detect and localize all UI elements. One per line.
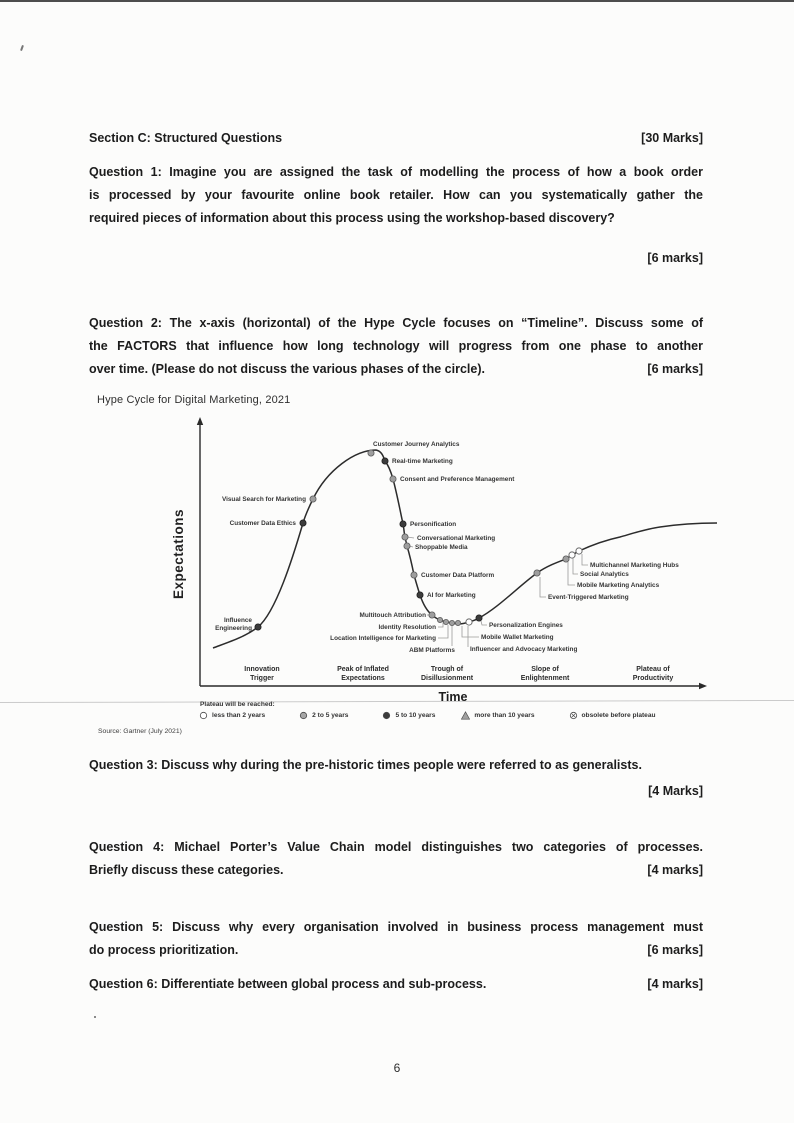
hype-cycle-plot: [85, 412, 733, 704]
page-number: 6: [393, 1061, 401, 1075]
label-leader-line: [481, 621, 487, 625]
chart-point: [382, 458, 388, 464]
chart-point-label: Personification: [410, 521, 457, 528]
chart-point: [310, 496, 316, 502]
question-3-marks: [4 Marks]: [648, 784, 703, 798]
legend-icon-circle-gray: [299, 711, 308, 720]
legend-icon-circle-x: [569, 711, 578, 720]
legend-title: Plateau will be reached:: [200, 701, 275, 708]
chart-point-label: Visual Search for Marketing: [221, 496, 306, 503]
chart-point-label: Influencer and Advocacy Marketing: [470, 646, 578, 653]
chart-point-label: Real-time Marketing: [392, 458, 453, 465]
legend-item: [299, 711, 348, 720]
legend-icon-circle-dark: [382, 711, 391, 720]
legend-label: more than 10 years: [474, 712, 535, 719]
scan-artifact-top-edge: [0, 0, 794, 2]
legend-item: [382, 711, 435, 720]
question-2-block: [89, 312, 703, 382]
chart-point-label: Multichannel Marketing Hubs: [590, 562, 679, 569]
chart-point-label: Shoppable Media: [415, 544, 468, 551]
question-2-line: [6 marks] over time. (Please do not discuss the various phases of the circle).: [89, 358, 703, 381]
x-axis-label: Time: [438, 690, 468, 704]
y-axis-arrow: [197, 417, 203, 425]
chart-point-label: Customer Journey Analytics: [373, 441, 460, 448]
label-leader-line: [582, 554, 588, 565]
question-6-block: [89, 973, 703, 996]
chart-point: [390, 476, 396, 482]
scan-artifact-dot: [94, 1016, 96, 1018]
chart-point-label: Social Analytics: [580, 571, 629, 578]
chart-point: [455, 620, 460, 625]
label-leader-line: [540, 577, 546, 597]
question-3-block: [89, 754, 703, 777]
chart-point: [255, 624, 261, 630]
chart-point: [411, 572, 417, 578]
chart-point: [576, 548, 582, 554]
question-1-marks: [6 marks]: [647, 251, 703, 265]
question-4-marks: [4 marks]: [647, 863, 703, 878]
chart-point-label: Personalization Engines: [489, 622, 563, 629]
chart-point-label: Mobile Marketing Analytics: [577, 582, 660, 589]
question-6-marks: [4 marks]: [647, 977, 703, 991]
phase-label: Trough of Disillusionment: [420, 666, 474, 682]
question-4-block: [89, 836, 703, 882]
legend-icon-circle-open: [199, 711, 208, 720]
legend-label: 2 to 5 years: [312, 712, 349, 719]
question-4-line: Question 4: Michael Porter’s Value Chain model distinguishes two categories of processes.: [89, 840, 703, 854]
chart-point-label: AI for Marketing: [427, 592, 476, 599]
question-6-line: [4 marks] Question 6: Differentiate between global process and sub-process.: [89, 973, 703, 996]
section-marks: [30 Marks]: [641, 131, 703, 145]
question-5-marks: [6 marks]: [647, 943, 703, 958]
chart-point: [400, 521, 406, 527]
chart-point-label: Conversational Marketing: [417, 535, 496, 542]
chart-point-label: Customer Data Ethics: [229, 520, 296, 527]
scan-artifact-tick: [20, 45, 24, 51]
chart-legend: [199, 711, 690, 720]
section-header: [89, 128, 703, 148]
question-2-line: the FACTORS that influence how long technology will progress from one phase to another: [89, 339, 703, 354]
chart-point: [466, 619, 472, 625]
chart-point: [449, 620, 454, 625]
chart-point: [402, 534, 408, 540]
chart-source: Source: Gartner (July 2021): [98, 728, 182, 735]
chart-point-label: Multitouch Attribution: [359, 612, 426, 619]
section-title: Section C: Structured Questions: [89, 131, 283, 145]
chart-point: [563, 556, 569, 562]
chart-point-label: Mobile Wallet Marketing: [481, 634, 554, 641]
x-axis-arrow: [699, 683, 707, 689]
chart-point: [404, 543, 410, 549]
chart-point-label: Location Intelligence for Marketing: [330, 635, 436, 642]
legend-label: obsolete before plateau: [581, 712, 656, 719]
question-2-line: Question 2: The x-axis (horizontal) of the Hype Cycle focuses on “Timeline”. Discuss some of: [89, 316, 703, 330]
chart-point: [300, 520, 306, 526]
legend-icon-triangle: [461, 711, 470, 720]
label-leader-line: [462, 626, 479, 637]
chart-point: [569, 552, 575, 558]
legend-label: 5 to 10 years: [395, 712, 436, 719]
chart-point-label: Customer Data Platform: [421, 572, 495, 579]
phase-label: Innovation Trigger: [244, 666, 280, 682]
label-leader-line: [568, 562, 575, 585]
phase-label: Slope of Enlightenment: [520, 666, 570, 682]
chart-point-label: Event-Triggered Marketing: [548, 594, 629, 601]
question-5-line: Question 5: Discuss why every organisation involved in business process management must: [89, 920, 703, 934]
question-3-line: Question 3: Discuss why during the pre-historic times people were referred to as generalists.: [89, 758, 642, 772]
chart-title: Hype Cycle for Digital Marketing, 2021: [97, 394, 291, 406]
question-4-line: [4 marks] Briefly discuss these categories.: [89, 859, 703, 882]
question-5-line: [6 marks] do process prioritization.: [89, 939, 703, 962]
chart-point: [534, 570, 540, 576]
chart-point-label: Influence Engineering: [215, 617, 252, 632]
legend-label: less than 2 years: [212, 712, 266, 719]
chart-point-label: ABM Platforms: [409, 647, 455, 654]
chart-point: [476, 615, 482, 621]
y-axis-label: Expectations: [171, 508, 186, 600]
chart-point: [443, 619, 448, 624]
question-1-line: Question 1: Imagine you are assigned the task of modelling the process of how a book order: [89, 165, 703, 179]
legend-item: [461, 711, 534, 720]
legend-item: [199, 711, 265, 720]
chart-point: [437, 617, 442, 622]
chart-point: [429, 612, 435, 618]
chart-point: [368, 450, 374, 456]
question-1-line: required pieces of information about this process using the workshop-based discovery?: [89, 211, 615, 226]
phase-label: Peak of Inflated Expectations: [337, 666, 389, 682]
chart-point: [417, 592, 423, 598]
chart-point-label: Identity Resolution: [378, 624, 436, 631]
legend-item: [569, 711, 656, 720]
question-1-block: [89, 161, 703, 231]
question-5-block: [89, 916, 703, 962]
label-leader-line: [573, 558, 578, 574]
question-1-line: is processed by your favourite online book retailer. How can you systematically gather the: [89, 188, 703, 203]
phase-label: Plateau of Productivity: [632, 666, 674, 682]
chart-point-label: Consent and Preference Management: [400, 476, 515, 483]
question-2-marks: [6 marks]: [647, 362, 703, 377]
